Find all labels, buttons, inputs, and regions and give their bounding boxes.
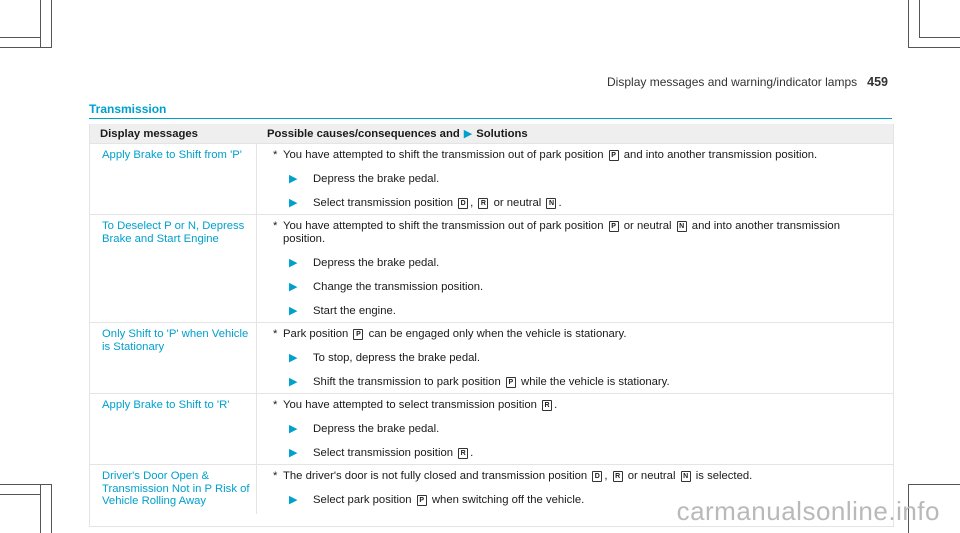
solution-arrow-icon: ▶ xyxy=(289,257,298,269)
display-message: Apply Brake to Shift to 'R' xyxy=(90,394,257,464)
crop-mark xyxy=(40,0,41,48)
causes-solutions xyxy=(257,323,893,393)
cause-text xyxy=(283,470,752,483)
solution-step xyxy=(289,257,883,270)
display-message: Driver's Door Open & Transmission Not in P Risk of Vehicle Rolling Away xyxy=(90,465,257,514)
gear-key-icon: R xyxy=(478,198,488,209)
solution-text-part: Shift the transmission to park position xyxy=(313,376,501,388)
solution-text-part: , xyxy=(470,197,474,209)
watermark: carmanualsonline.info xyxy=(676,496,940,526)
page-number: 459 xyxy=(867,75,888,89)
gear-key-icon: N xyxy=(677,221,687,232)
display-messages-table xyxy=(89,124,894,527)
solution-step xyxy=(289,376,883,389)
solution-text: Depress the brake pedal. xyxy=(313,173,440,185)
crop-mark xyxy=(0,484,52,485)
gear-key-icon: R xyxy=(542,400,552,411)
solution-text: Depress the brake pedal. xyxy=(313,423,440,435)
cause xyxy=(273,470,883,483)
gear-key-icon: P xyxy=(353,329,363,340)
solution-step xyxy=(289,281,883,294)
solution-text xyxy=(313,447,473,460)
col-header-causes xyxy=(257,127,893,140)
table-row xyxy=(90,214,893,322)
display-message: Apply Brake to Shift from 'P' xyxy=(90,144,257,214)
crop-mark xyxy=(0,47,52,48)
solution-step xyxy=(289,423,883,436)
cause-text-part: . xyxy=(554,399,558,411)
col-header-messages: Display messages xyxy=(100,127,198,140)
bullet-star: * xyxy=(273,470,278,482)
table-row xyxy=(90,143,893,214)
cause-text-part: is selected. xyxy=(695,470,753,482)
solution-text xyxy=(313,494,584,507)
solution-text: Change the transmission position. xyxy=(313,281,484,293)
solution-step xyxy=(289,305,883,318)
solution-arrow-icon: ▶ xyxy=(289,305,298,317)
cause xyxy=(273,399,883,412)
crop-mark xyxy=(40,484,41,533)
solution-text xyxy=(313,197,562,210)
solution-text-part: Select transmission position xyxy=(313,447,454,459)
cause-text-part: , xyxy=(604,470,608,482)
bullet-star: * xyxy=(273,399,278,411)
cause-text xyxy=(283,399,557,412)
gear-key-icon: N xyxy=(546,198,556,209)
page-header-title: Display messages and warning/indicator lamps xyxy=(607,75,858,89)
solution-arrow-icon: ▶ xyxy=(289,423,298,435)
crop-mark xyxy=(908,47,960,48)
solution-arrow-icon: ▶ xyxy=(289,494,298,506)
gear-key-icon: R xyxy=(613,471,623,482)
solution-arrow-icon: ▶ xyxy=(289,281,298,293)
solution-step xyxy=(289,352,883,365)
solution-text xyxy=(313,376,670,389)
gear-key-icon: N xyxy=(681,471,691,482)
solution-step xyxy=(289,197,883,210)
bullet-star: * xyxy=(273,328,278,340)
col-header-causes-text: Possible causes/consequences and xyxy=(267,127,460,140)
causes-solutions xyxy=(257,215,893,322)
solution-text-part: . xyxy=(470,447,474,459)
solution-text: To stop, depress the brake pedal. xyxy=(313,352,481,364)
page-header xyxy=(607,75,888,89)
bullet-star: * xyxy=(273,220,278,232)
solution-arrow-icon: ▶ xyxy=(289,352,298,364)
col-header-solutions-text: Solutions xyxy=(476,127,528,140)
gear-key-icon: P xyxy=(609,150,619,161)
crop-mark xyxy=(908,484,960,485)
solution-text-part: Select park position xyxy=(313,494,412,506)
solution-text: Depress the brake pedal. xyxy=(313,257,440,269)
display-message: To Deselect P or N, Depress Brake and Start Engine xyxy=(90,215,257,322)
gear-key-icon: R xyxy=(458,448,468,459)
gear-key-icon: D xyxy=(592,471,602,482)
gear-key-icon: D xyxy=(458,198,468,209)
crop-mark xyxy=(51,0,52,48)
gear-key-icon: P xyxy=(609,221,619,232)
crop-mark xyxy=(919,0,920,38)
crop-mark xyxy=(0,37,41,38)
solution-text: Start the engine. xyxy=(313,305,396,317)
cause xyxy=(273,220,883,246)
crop-mark xyxy=(51,484,52,533)
solution-arrow-icon: ▶ xyxy=(289,447,298,459)
cause-text-part: The driver's door is not fully closed and transmission position xyxy=(283,470,588,482)
cause xyxy=(273,149,883,162)
solution-text-part: while the vehicle is stationary. xyxy=(521,376,670,388)
solution-step xyxy=(289,173,883,186)
cause-text-part: can be engaged only when the vehicle is stationary. xyxy=(368,328,627,340)
table-row xyxy=(90,322,893,393)
crop-mark xyxy=(0,494,41,495)
section-title: Transmission xyxy=(89,102,167,116)
crop-mark xyxy=(919,37,960,38)
cause-text xyxy=(283,328,627,341)
solution-text-part: . xyxy=(558,197,562,209)
gear-key-icon: P xyxy=(417,495,427,506)
causes-solutions xyxy=(257,144,893,214)
cause-text-part: You have attempted to select transmission position xyxy=(283,399,537,411)
cause-text-part: You have attempted to shift the transmission out of park position xyxy=(283,220,604,232)
cause-text xyxy=(283,149,817,162)
cause xyxy=(273,328,883,341)
bullet-star: * xyxy=(273,149,278,161)
cause-text-part: or neutral xyxy=(623,220,672,232)
solution-arrow-icon: ▶ xyxy=(289,173,298,185)
table-header xyxy=(90,124,893,143)
solution-arrow-icon: ▶ xyxy=(289,376,298,388)
solution-text-part: when switching off the vehicle. xyxy=(431,494,585,506)
cause-text xyxy=(283,220,883,246)
table-row xyxy=(90,393,893,464)
solution-text-part: Select transmission position xyxy=(313,197,454,209)
cause-text-part: You have attempted to shift the transmission out of park position xyxy=(283,149,604,161)
cause-text-part: Park position xyxy=(283,328,349,340)
cause-text-part: or neutral xyxy=(627,470,676,482)
solution-text-part: or neutral xyxy=(493,197,542,209)
crop-mark xyxy=(908,0,909,48)
causes-solutions xyxy=(257,394,893,464)
gear-key-icon: P xyxy=(506,377,516,388)
solution-arrow-icon: ▶ xyxy=(289,197,298,209)
solution-arrow-icon: ▶ xyxy=(463,128,473,140)
cause-text-part: and into another transmission position. xyxy=(623,149,818,161)
solution-step xyxy=(289,447,883,460)
cause-text-part: and into another transmission position. xyxy=(283,220,840,245)
display-message: Only Shift to 'P' when Vehicle is Stationary xyxy=(90,323,257,393)
section-divider xyxy=(89,118,892,119)
